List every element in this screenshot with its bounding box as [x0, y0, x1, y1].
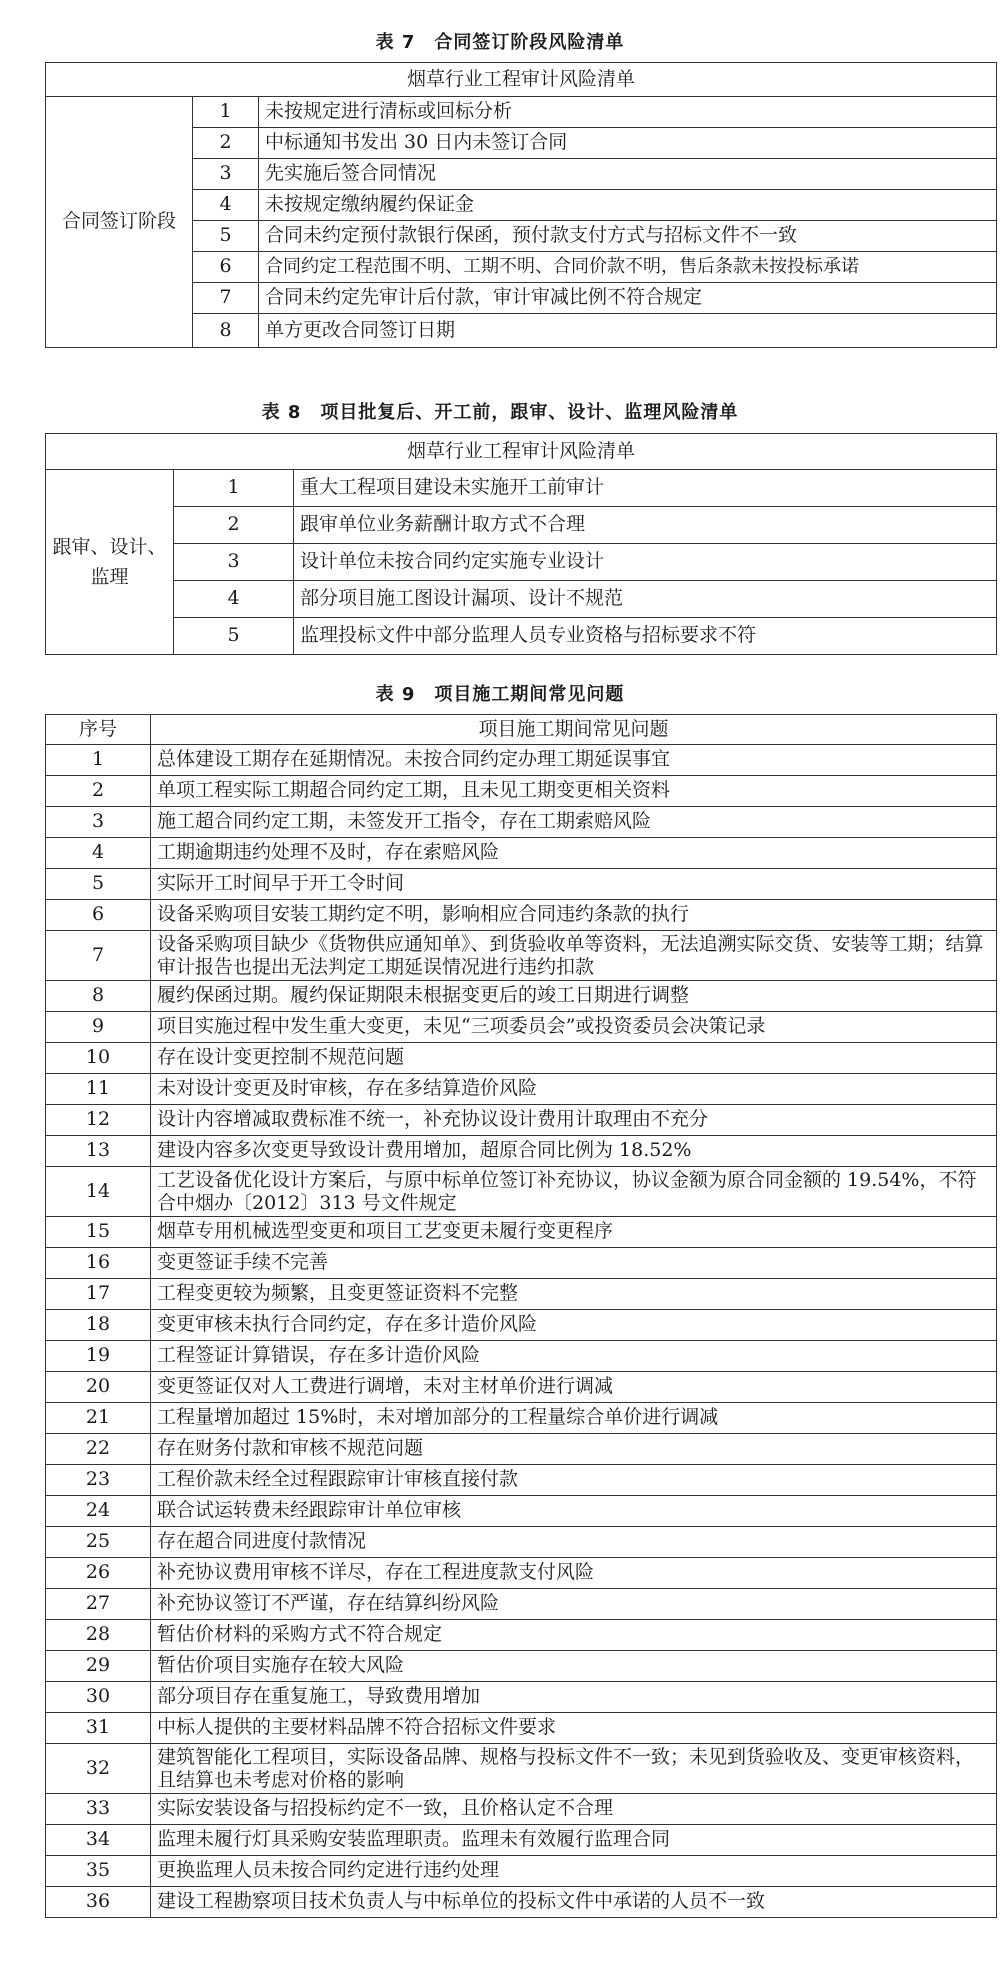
table9-row-num: 6 — [46, 900, 151, 931]
table8-row-num: 2 — [174, 507, 294, 544]
table9-row-text: 单项工程实际工期超合同约定工期，且未见工期变更相关资料 — [151, 776, 997, 807]
table7-row-num: 1 — [193, 97, 259, 128]
table9-row-num: 2 — [46, 776, 151, 807]
table9-row-num: 20 — [46, 1372, 151, 1403]
table9-row-num: 16 — [46, 1248, 151, 1279]
table9-row-num: 23 — [46, 1465, 151, 1496]
table8-row-text: 重大工程项目建设未实施开工前审计 — [294, 470, 997, 507]
table7-row-num: 7 — [193, 283, 259, 314]
table9-row-num: 26 — [46, 1558, 151, 1589]
table9-row-text: 设备采购项目安装工期约定不明，影响相应合同违约条款的执行 — [151, 900, 997, 931]
table9-row-text: 工程价款未经全过程跟踪审计审核直接付款 — [151, 1465, 997, 1496]
table8-caption: 表 8 项目批复后、开工前，跟审、设计、监理风险清单 — [261, 402, 739, 423]
table9-row-text: 存在超合同进度付款情况 — [151, 1527, 997, 1558]
table9 — [45, 714, 997, 1918]
table9-row-num: 29 — [46, 1651, 151, 1682]
table9-row-text: 实际开工时间早于开工令时间 — [151, 869, 997, 900]
table9-row-text: 工期逾期违约处理不及时，存在索赔风险 — [151, 838, 997, 869]
table9-row-text: 总体建设工期存在延期情况。未按合同约定办理工期延误事宜 — [151, 745, 997, 776]
table9-row-text: 存在设计变更控制不规范问题 — [151, 1043, 997, 1074]
table8-row-text: 部分项目施工图设计漏项、设计不规范 — [294, 581, 997, 618]
table9-row-text: 履约保函过期。履约保证期限未根据变更后的竣工日期进行调整 — [151, 981, 997, 1012]
table9-row-num: 36 — [46, 1887, 151, 1918]
table7-row-text: 中标通知书发出 30 日内未签订合同 — [259, 128, 997, 159]
table7 — [45, 62, 997, 348]
table9-row-text: 建筑智能化工程项目，实际设备品牌、规格与投标文件不一致；未见到货验收及、变更审核资料，且结算也未考虑对价格的影响 — [151, 1744, 997, 1794]
table9-row-num: 17 — [46, 1279, 151, 1310]
table9-row-text: 施工超合同约定工期，未签发开工指令，存在工期索赔风险 — [151, 807, 997, 838]
table9-row-text: 项目实施过程中发生重大变更，未见“三项委员会”或投资委员会决策记录 — [151, 1012, 997, 1043]
table9-row-text: 更换监理人员未按合同约定进行违约处理 — [151, 1856, 997, 1887]
table7-row-text: 先实施后签合同情况 — [259, 159, 997, 190]
table9-row-num: 19 — [46, 1341, 151, 1372]
table9-row-num: 10 — [46, 1043, 151, 1074]
table9-row-num: 22 — [46, 1434, 151, 1465]
table9-row-num: 27 — [46, 1589, 151, 1620]
table9-row-text: 工程签证计算错误，存在多计造价风险 — [151, 1341, 997, 1372]
table9-row-text: 暂估价项目实施存在较大风险 — [151, 1651, 997, 1682]
table7-row-text: 未按规定缴纳履约保证金 — [259, 190, 997, 221]
table9-row-text: 工程量增加超过 15%时，未对增加部分的工程量综合单价进行调减 — [151, 1403, 997, 1434]
table8-row-text: 跟审单位业务薪酬计取方式不合理 — [294, 507, 997, 544]
table9-row-text: 补充协议费用审核不详尽，存在工程进度款支付风险 — [151, 1558, 997, 1589]
table9-row-num: 11 — [46, 1074, 151, 1105]
table8-category: 跟审、设计、监理 — [46, 470, 174, 655]
table7-row-num: 2 — [193, 128, 259, 159]
table9-row-text: 烟草专用机械选型变更和项目工艺变更未履行变更程序 — [151, 1217, 997, 1248]
table7-caption: 表 7 合同签订阶段风险清单 — [375, 32, 625, 53]
table9-row-num: 8 — [46, 981, 151, 1012]
table8-row-num: 4 — [174, 581, 294, 618]
table7-header: 烟草行业工程审计风险清单 — [46, 63, 997, 97]
table7-row-num: 3 — [193, 159, 259, 190]
table9-row-text: 工程变更较为频繁，且变更签证资料不完整 — [151, 1279, 997, 1310]
table9-row-text: 联合试运转费未经跟踪审计单位审核 — [151, 1496, 997, 1527]
table8-row-num: 1 — [174, 470, 294, 507]
table9-row-text: 暂估价材料的采购方式不符合规定 — [151, 1620, 997, 1651]
table9-row-num: 30 — [46, 1682, 151, 1713]
table9-caption: 表 9 项目施工期间常见问题 — [375, 684, 625, 705]
table9-row-num: 13 — [46, 1136, 151, 1167]
table7-row-num: 5 — [193, 221, 259, 252]
table8-row-text: 设计单位未按合同约定实施专业设计 — [294, 544, 997, 581]
table7-row-num: 6 — [193, 252, 259, 283]
table9-row-text: 实际安装设备与招投标约定不一致，且价格认定不合理 — [151, 1794, 997, 1825]
table9-row-num: 32 — [46, 1744, 151, 1794]
table7-category: 合同签订阶段 — [46, 97, 193, 348]
table9-row-num: 3 — [46, 807, 151, 838]
table8-row-text: 监理投标文件中部分监理人员专业资格与招标要求不符 — [294, 618, 997, 655]
table9-row-num: 25 — [46, 1527, 151, 1558]
table9-row-num: 33 — [46, 1794, 151, 1825]
table9-row-text: 设备采购项目缺少《货物供应通知单》、到货验收单等资料，无法追溯实际交货、安装等工期；结算审计报告也提出无法判定工期延误情况进行违约扣款 — [151, 931, 997, 981]
table9-row-num: 14 — [46, 1167, 151, 1217]
table9-row-num: 18 — [46, 1310, 151, 1341]
table9-row-text: 变更审核未执行合同约定，存在多计造价风险 — [151, 1310, 997, 1341]
table9-row-num: 15 — [46, 1217, 151, 1248]
table9-row-num: 31 — [46, 1713, 151, 1744]
table9-row-num: 24 — [46, 1496, 151, 1527]
table9-row-num: 4 — [46, 838, 151, 869]
table7-row-num: 4 — [193, 190, 259, 221]
table8-row-num: 3 — [174, 544, 294, 581]
table7-row-text: 单方更改合同签订日期 — [259, 314, 997, 348]
table9-col-num-header: 序号 — [46, 715, 151, 745]
table9-row-text: 中标人提供的主要材料品牌不符合招标文件要求 — [151, 1713, 997, 1744]
table9-row-text: 未对设计变更及时审核，存在多结算造价风险 — [151, 1074, 997, 1105]
table9-row-text: 建设工程勘察项目技术负责人与中标单位的投标文件中承诺的人员不一致 — [151, 1887, 997, 1918]
table9-row-text: 变更签证手续不完善 — [151, 1248, 997, 1279]
table9-row-text: 补充协议签订不严谨，存在结算纠纷风险 — [151, 1589, 997, 1620]
table8 — [45, 433, 997, 655]
table7-row-text: 未按规定进行清标或回标分析 — [259, 97, 997, 128]
table9-row-num: 21 — [46, 1403, 151, 1434]
table9-row-text: 部分项目存在重复施工，导致费用增加 — [151, 1682, 997, 1713]
table9-row-text: 监理未履行灯具采购安装监理职责。监理未有效履行监理合同 — [151, 1825, 997, 1856]
table7-row-text: 合同未约定先审计后付款，审计审减比例不符合规定 — [259, 283, 997, 314]
table7-row-text: 合同未约定预付款银行保函，预付款支付方式与招标文件不一致 — [259, 221, 997, 252]
table9-row-text: 存在财务付款和审核不规范问题 — [151, 1434, 997, 1465]
table9-row-text: 建设内容多次变更导致设计费用增加，超原合同比例为 18.52% — [151, 1136, 997, 1167]
table9-row-num: 5 — [46, 869, 151, 900]
table9-row-text: 设计内容增减取费标准不统一，补充协议设计费用计取理由不充分 — [151, 1105, 997, 1136]
table9-row-num: 1 — [46, 745, 151, 776]
table9-row-num: 12 — [46, 1105, 151, 1136]
table9-row-num: 35 — [46, 1856, 151, 1887]
table9-row-num: 34 — [46, 1825, 151, 1856]
table9-col-text-header: 项目施工期间常见问题 — [151, 715, 997, 745]
table9-row-num: 9 — [46, 1012, 151, 1043]
table8-header: 烟草行业工程审计风险清单 — [46, 434, 997, 470]
table7-row-text: 合同约定工程范围不明、工期不明、合同价款不明，售后条款未按投标承诺 — [259, 252, 997, 283]
table9-row-num: 28 — [46, 1620, 151, 1651]
table7-row-num: 8 — [193, 314, 259, 348]
table9-row-num: 7 — [46, 931, 151, 981]
table9-row-text: 工艺设备优化设计方案后，与原中标单位签订补充协议，协议金额为原合同金额的 19.54%，不符合中烟办〔2012〕313 号文件规定 — [151, 1167, 997, 1217]
table9-row-text: 变更签证仅对人工费进行调增，未对主材单价进行调减 — [151, 1372, 997, 1403]
table8-row-num: 5 — [174, 618, 294, 655]
